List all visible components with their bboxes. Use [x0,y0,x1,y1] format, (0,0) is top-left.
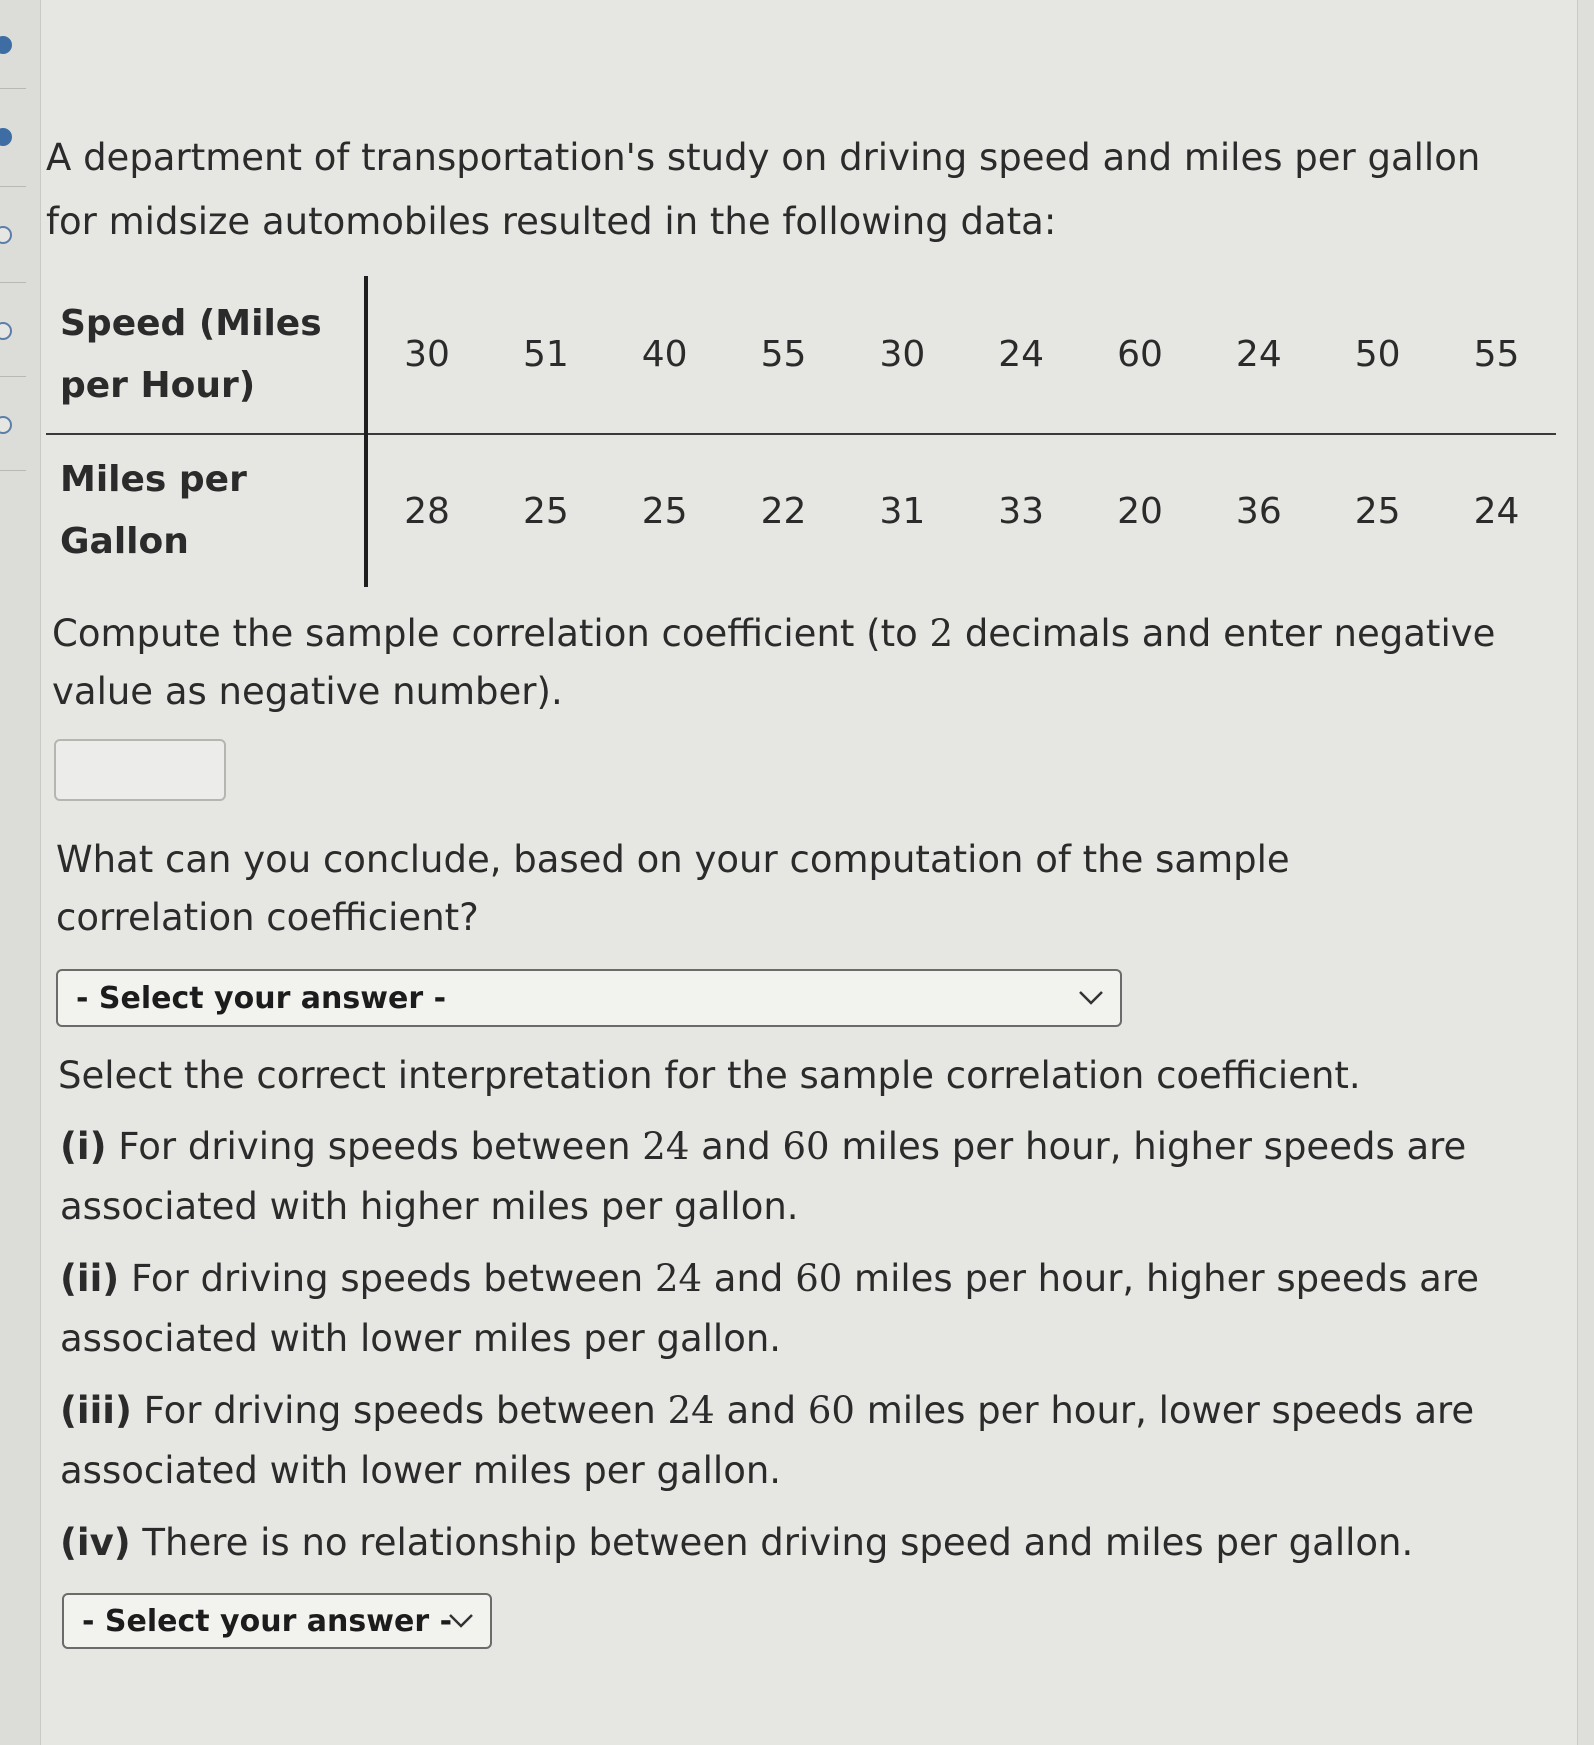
table-cell: 51 [486,276,605,434]
rail-divider [0,282,26,283]
table-cell: 60 [1081,276,1200,434]
table-cell: 28 [404,490,450,532]
question-content [46,126,1546,1649]
option-text: and [689,1125,783,1168]
table-cell: 24 [1473,490,1520,532]
option-label: (i) [60,1125,107,1168]
option-number: 60 [782,1125,830,1168]
table-cell: 20 [1117,490,1163,532]
table-row-speed [46,276,1556,434]
option-number: 24 [642,1125,690,1168]
option-text: miles per hour, higher speeds are associated with lower miles per gallon. [60,1257,1479,1360]
option-number: 60 [795,1257,843,1300]
option-text: There is no relationship between driving speed and miles per gallon. [130,1521,1414,1564]
table-cell: 33 [998,490,1045,532]
chevron-down-icon [448,1613,474,1629]
interpretation-option-ii [60,1249,1480,1369]
chevron-down-icon [1078,990,1104,1006]
row-header-speed: Speed (Miles per Hour) [46,276,366,434]
table-cell: 50 [1318,276,1437,434]
right-scroll-edge [1577,0,1594,1745]
rail-divider [0,470,26,471]
option-label: (iii) [60,1389,132,1432]
table-cell: 30 [366,276,487,434]
q1-decimals: 2 [929,612,954,655]
table-cell: 36 [1235,490,1282,532]
q3-prompt: Select the correct interpretation for the sample correlation coefficient. [58,1054,1361,1097]
option-text: For driving speeds between [131,1389,668,1432]
data-table [46,276,1556,587]
interpretation-select[interactable] [62,1593,492,1649]
table-cell: 25 [1354,490,1401,532]
table-cell: 25 [522,490,569,532]
rail-divider [0,186,26,187]
table-cell: 24 [1199,276,1318,434]
table-cell: 22 [760,490,807,532]
interpretation-option-iv [60,1513,1480,1573]
table-cell: 24 [962,276,1081,434]
question-nav-dot[interactable] [0,226,12,244]
table-cell: 55 [1437,276,1556,434]
interpretation-select-label: - Select your answer - [82,1603,453,1639]
conclusion-select-label: - Select your answer - [76,980,447,1016]
problem-intro: A department of transportation's study on driving speed and miles per gallon for midsize automobiles resulted in the following data: [46,136,1481,243]
question-nav-dot[interactable] [0,36,12,54]
question-nav-dot[interactable] [0,322,12,340]
table-row-mpg [46,434,1556,587]
option-text: and [702,1257,796,1300]
table-cell: 25 [641,490,688,532]
question-nav-dot[interactable] [0,128,12,146]
q2-prompt: What can you conclude, based on your computation of the sample correlation coefficient? [56,838,1290,939]
row-header-mpg: Miles per Gallon [46,434,366,587]
interpretation-option-iii [60,1381,1480,1501]
option-label: (ii) [60,1257,120,1300]
option-label: (iv) [60,1521,131,1564]
conclusion-select[interactable] [56,969,1122,1027]
option-number: 24 [667,1389,715,1432]
option-text: For driving speeds between [119,1257,655,1300]
rail-divider [0,376,26,377]
option-number: 60 [807,1389,855,1432]
question-nav-dot[interactable] [0,416,12,434]
option-text: miles per hour, higher speeds are associated with higher miles per gallon. [60,1125,1467,1228]
table-cell: 40 [605,276,724,434]
option-text: and [714,1389,808,1432]
option-text: For driving speeds between [106,1125,643,1168]
option-text: miles per hour, lower speeds are associated with lower miles per gallon. [60,1389,1475,1492]
table-cell: 30 [843,276,962,434]
q1-prompt [52,605,1532,721]
correlation-answer-input[interactable] [54,739,226,801]
left-progress-rail [0,0,41,1745]
option-number: 24 [654,1257,703,1300]
q1-text-before: Compute the sample correlation coefficient (to [52,612,930,655]
rail-divider [0,88,26,89]
table-cell: 31 [879,490,926,532]
interpretation-option-i [60,1117,1480,1237]
table-cell: 55 [724,276,843,434]
q1-text-after: decimals and enter negative value as negative number). [52,612,1496,713]
